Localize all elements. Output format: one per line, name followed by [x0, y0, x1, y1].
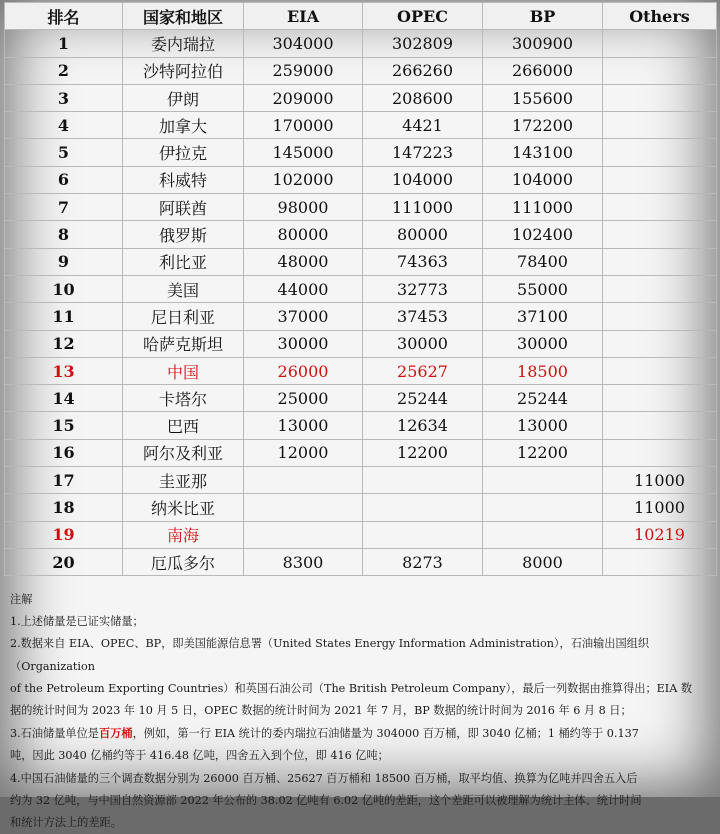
cell-others [603, 221, 717, 248]
cell-rank: 7 [5, 194, 123, 221]
note-1: 1.上述储量是已证实储量； [10, 615, 144, 629]
cell-others [603, 194, 717, 221]
note-3-unit-highlight: 百万桶 [99, 726, 133, 741]
cell-country: 中国 [123, 357, 244, 384]
cell-country: 圭亚那 [123, 467, 244, 494]
cell-others: 10219 [603, 521, 717, 548]
cell-rank: 13 [5, 357, 123, 384]
header-bp: BP [483, 3, 603, 30]
cell-country: 阿尔及利亚 [123, 439, 244, 466]
table-row [5, 84, 717, 111]
cell-opec: 12634 [363, 412, 483, 439]
cell-rank: 20 [5, 548, 123, 575]
cell-bp: 37100 [483, 303, 603, 330]
table-row [5, 467, 717, 494]
table-row [5, 303, 717, 330]
cell-others [603, 57, 717, 84]
cell-rank: 5 [5, 139, 123, 166]
cell-eia [244, 494, 363, 521]
oil-reserves-table [4, 2, 717, 576]
header-others: Others [603, 3, 717, 30]
cell-rank: 19 [5, 521, 123, 548]
cell-opec: 80000 [363, 221, 483, 248]
cell-rank: 14 [5, 385, 123, 412]
cell-bp: 143100 [483, 139, 603, 166]
cell-opec: 266260 [363, 57, 483, 84]
cell-opec: 30000 [363, 330, 483, 357]
cell-rank: 1 [5, 30, 123, 57]
table-row [5, 275, 717, 302]
table-body [5, 30, 717, 576]
note-4-line-3: 和统计方法上的差距。 [10, 816, 122, 830]
cell-bp: 111000 [483, 194, 603, 221]
header-eia: EIA [244, 3, 363, 30]
cell-opec [363, 467, 483, 494]
cell-rank: 2 [5, 57, 123, 84]
cell-bp: 78400 [483, 248, 603, 275]
cell-country: 俄罗斯 [123, 221, 244, 248]
cell-bp: 266000 [483, 57, 603, 84]
notes-title: 注解 [10, 593, 33, 606]
table-row [5, 494, 717, 521]
note-2-line-1: 2.数据来自 EIA、OPEC、BP，即美国能源信息署（United States Energy Information Administration），石油输出国组织（Organization [10, 637, 650, 673]
cell-eia: 259000 [244, 57, 363, 84]
cell-opec: 8273 [363, 548, 483, 575]
cell-others [603, 385, 717, 412]
cell-eia: 48000 [244, 248, 363, 275]
cell-eia: 80000 [244, 221, 363, 248]
cell-others [603, 166, 717, 193]
cell-rank: 8 [5, 221, 123, 248]
cell-country: 尼日利亚 [123, 303, 244, 330]
cell-rank: 10 [5, 275, 123, 302]
note-3-prefix: 3.石油储量单位是 [10, 727, 99, 741]
cell-opec: 147223 [363, 139, 483, 166]
cell-eia [244, 521, 363, 548]
table-row [5, 357, 717, 384]
cell-rank: 4 [5, 112, 123, 139]
cell-opec: 302809 [363, 30, 483, 57]
note-2-line-3: 据的统计时间为 2023 年 10 月 5 日，OPEC 数据的统计时间为 2021 年 7 月，BP 数据的统计时间为 2016 年 6 月 8 日； [10, 704, 632, 718]
cell-country: 科威特 [123, 166, 244, 193]
note-3-rest: ，例如，第一行 EIA 统计的委内瑞拉石油储量为 304000 百万桶，即 3040 亿桶；1 桶约等于 0.137 [132, 727, 639, 741]
header-rank: 排名 [5, 3, 123, 30]
cell-country: 利比亚 [123, 248, 244, 275]
cell-country: 沙特阿拉伯 [123, 57, 244, 84]
table-row [5, 385, 717, 412]
cell-rank: 11 [5, 303, 123, 330]
cell-opec: 74363 [363, 248, 483, 275]
cell-rank: 15 [5, 412, 123, 439]
cell-others [603, 330, 717, 357]
cell-eia: 102000 [244, 166, 363, 193]
cell-eia: 145000 [244, 139, 363, 166]
cell-bp: 8000 [483, 548, 603, 575]
cell-opec: 104000 [363, 166, 483, 193]
cell-others [603, 548, 717, 575]
cell-country: 加拿大 [123, 112, 244, 139]
cell-country: 阿联酋 [123, 194, 244, 221]
cell-bp: 104000 [483, 166, 603, 193]
cell-bp: 18500 [483, 357, 603, 384]
cell-bp: 102400 [483, 221, 603, 248]
cell-country: 哈萨克斯坦 [123, 330, 244, 357]
note-4-line-2: 约为 32 亿吨，与中国自然资源部 2022 年公布的 38.02 亿吨有 6.02 亿吨的差距，这个差距可以被理解为统计主体、统计时间 [10, 793, 642, 807]
note-2-line-2: of the Petroleum Exporting Countries）和英国石油公司（The British Petroleum Company），最后一列数据由推算得出；EIA 数 [10, 681, 693, 695]
cell-bp: 25244 [483, 385, 603, 412]
cell-eia: 26000 [244, 357, 363, 384]
table-row [5, 57, 717, 84]
cell-eia: 30000 [244, 330, 363, 357]
cell-rank: 9 [5, 248, 123, 275]
cell-others [603, 357, 717, 384]
cell-bp: 55000 [483, 275, 603, 302]
cell-eia: 304000 [244, 30, 363, 57]
cell-eia: 25000 [244, 385, 363, 412]
cell-opec: 208600 [363, 84, 483, 111]
note-3-line-1 [10, 722, 712, 745]
cell-eia: 170000 [244, 112, 363, 139]
cell-opec: 32773 [363, 275, 483, 302]
note-3-line-2: 吨，因此 3040 亿桶约等于 416.48 亿吨，四舍五入到个位，即 416 亿吨； [10, 749, 389, 763]
cell-others [603, 275, 717, 302]
cell-eia: 37000 [244, 303, 363, 330]
cell-opec: 111000 [363, 194, 483, 221]
cell-others [603, 139, 717, 166]
cell-bp: 300900 [483, 30, 603, 57]
cell-rank: 17 [5, 467, 123, 494]
cell-bp: 13000 [483, 412, 603, 439]
cell-eia: 12000 [244, 439, 363, 466]
table-row [5, 166, 717, 193]
notes-section [10, 589, 712, 834]
table-row [5, 112, 717, 139]
table-row [5, 194, 717, 221]
cell-country: 纳米比亚 [123, 494, 244, 521]
cell-opec: 37453 [363, 303, 483, 330]
cell-bp [483, 521, 603, 548]
table-row [5, 221, 717, 248]
header-country: 国家和地区 [123, 3, 244, 30]
cell-eia: 8300 [244, 548, 363, 575]
cell-bp: 30000 [483, 330, 603, 357]
table-row [5, 439, 717, 466]
cell-opec [363, 494, 483, 521]
cell-others: 11000 [603, 494, 717, 521]
cell-rank: 18 [5, 494, 123, 521]
cell-country: 伊朗 [123, 84, 244, 111]
cell-eia: 44000 [244, 275, 363, 302]
cell-rank: 3 [5, 84, 123, 111]
table-row [5, 139, 717, 166]
cell-others [603, 112, 717, 139]
cell-others [603, 30, 717, 57]
table-row [5, 521, 717, 548]
cell-others [603, 84, 717, 111]
header-opec: OPEC [363, 3, 483, 30]
cell-country: 卡塔尔 [123, 385, 244, 412]
cell-country: 委内瑞拉 [123, 30, 244, 57]
table-row [5, 548, 717, 575]
cell-country: 南海 [123, 521, 244, 548]
cell-country: 美国 [123, 275, 244, 302]
cell-opec [363, 521, 483, 548]
cell-country: 巴西 [123, 412, 244, 439]
cell-others [603, 303, 717, 330]
table-row [5, 330, 717, 357]
cell-country: 厄瓜多尔 [123, 548, 244, 575]
table-row [5, 412, 717, 439]
cell-bp [483, 494, 603, 521]
table-row [5, 30, 717, 57]
cell-opec: 25244 [363, 385, 483, 412]
cell-rank: 6 [5, 166, 123, 193]
cell-eia [244, 467, 363, 494]
table-row [5, 248, 717, 275]
cell-country: 伊拉克 [123, 139, 244, 166]
cell-rank: 12 [5, 330, 123, 357]
cell-rank: 16 [5, 439, 123, 466]
cell-bp: 155600 [483, 84, 603, 111]
note-4-line-1: 4.中国石油储量的三个调查数据分别为 26000 百万桶、25627 百万桶和 18500 百万桶，取平均值、换算为亿吨并四舍五入后 [10, 771, 638, 785]
cell-others: 11000 [603, 467, 717, 494]
cell-opec: 4421 [363, 112, 483, 139]
cell-others [603, 439, 717, 466]
cell-bp: 172200 [483, 112, 603, 139]
cell-opec: 25627 [363, 357, 483, 384]
cell-others [603, 412, 717, 439]
cell-eia: 209000 [244, 84, 363, 111]
cell-others [603, 248, 717, 275]
cell-bp: 12200 [483, 439, 603, 466]
cell-opec: 12200 [363, 439, 483, 466]
cell-eia: 13000 [244, 412, 363, 439]
cell-bp [483, 467, 603, 494]
table-header-row [5, 3, 717, 30]
cell-eia: 98000 [244, 194, 363, 221]
